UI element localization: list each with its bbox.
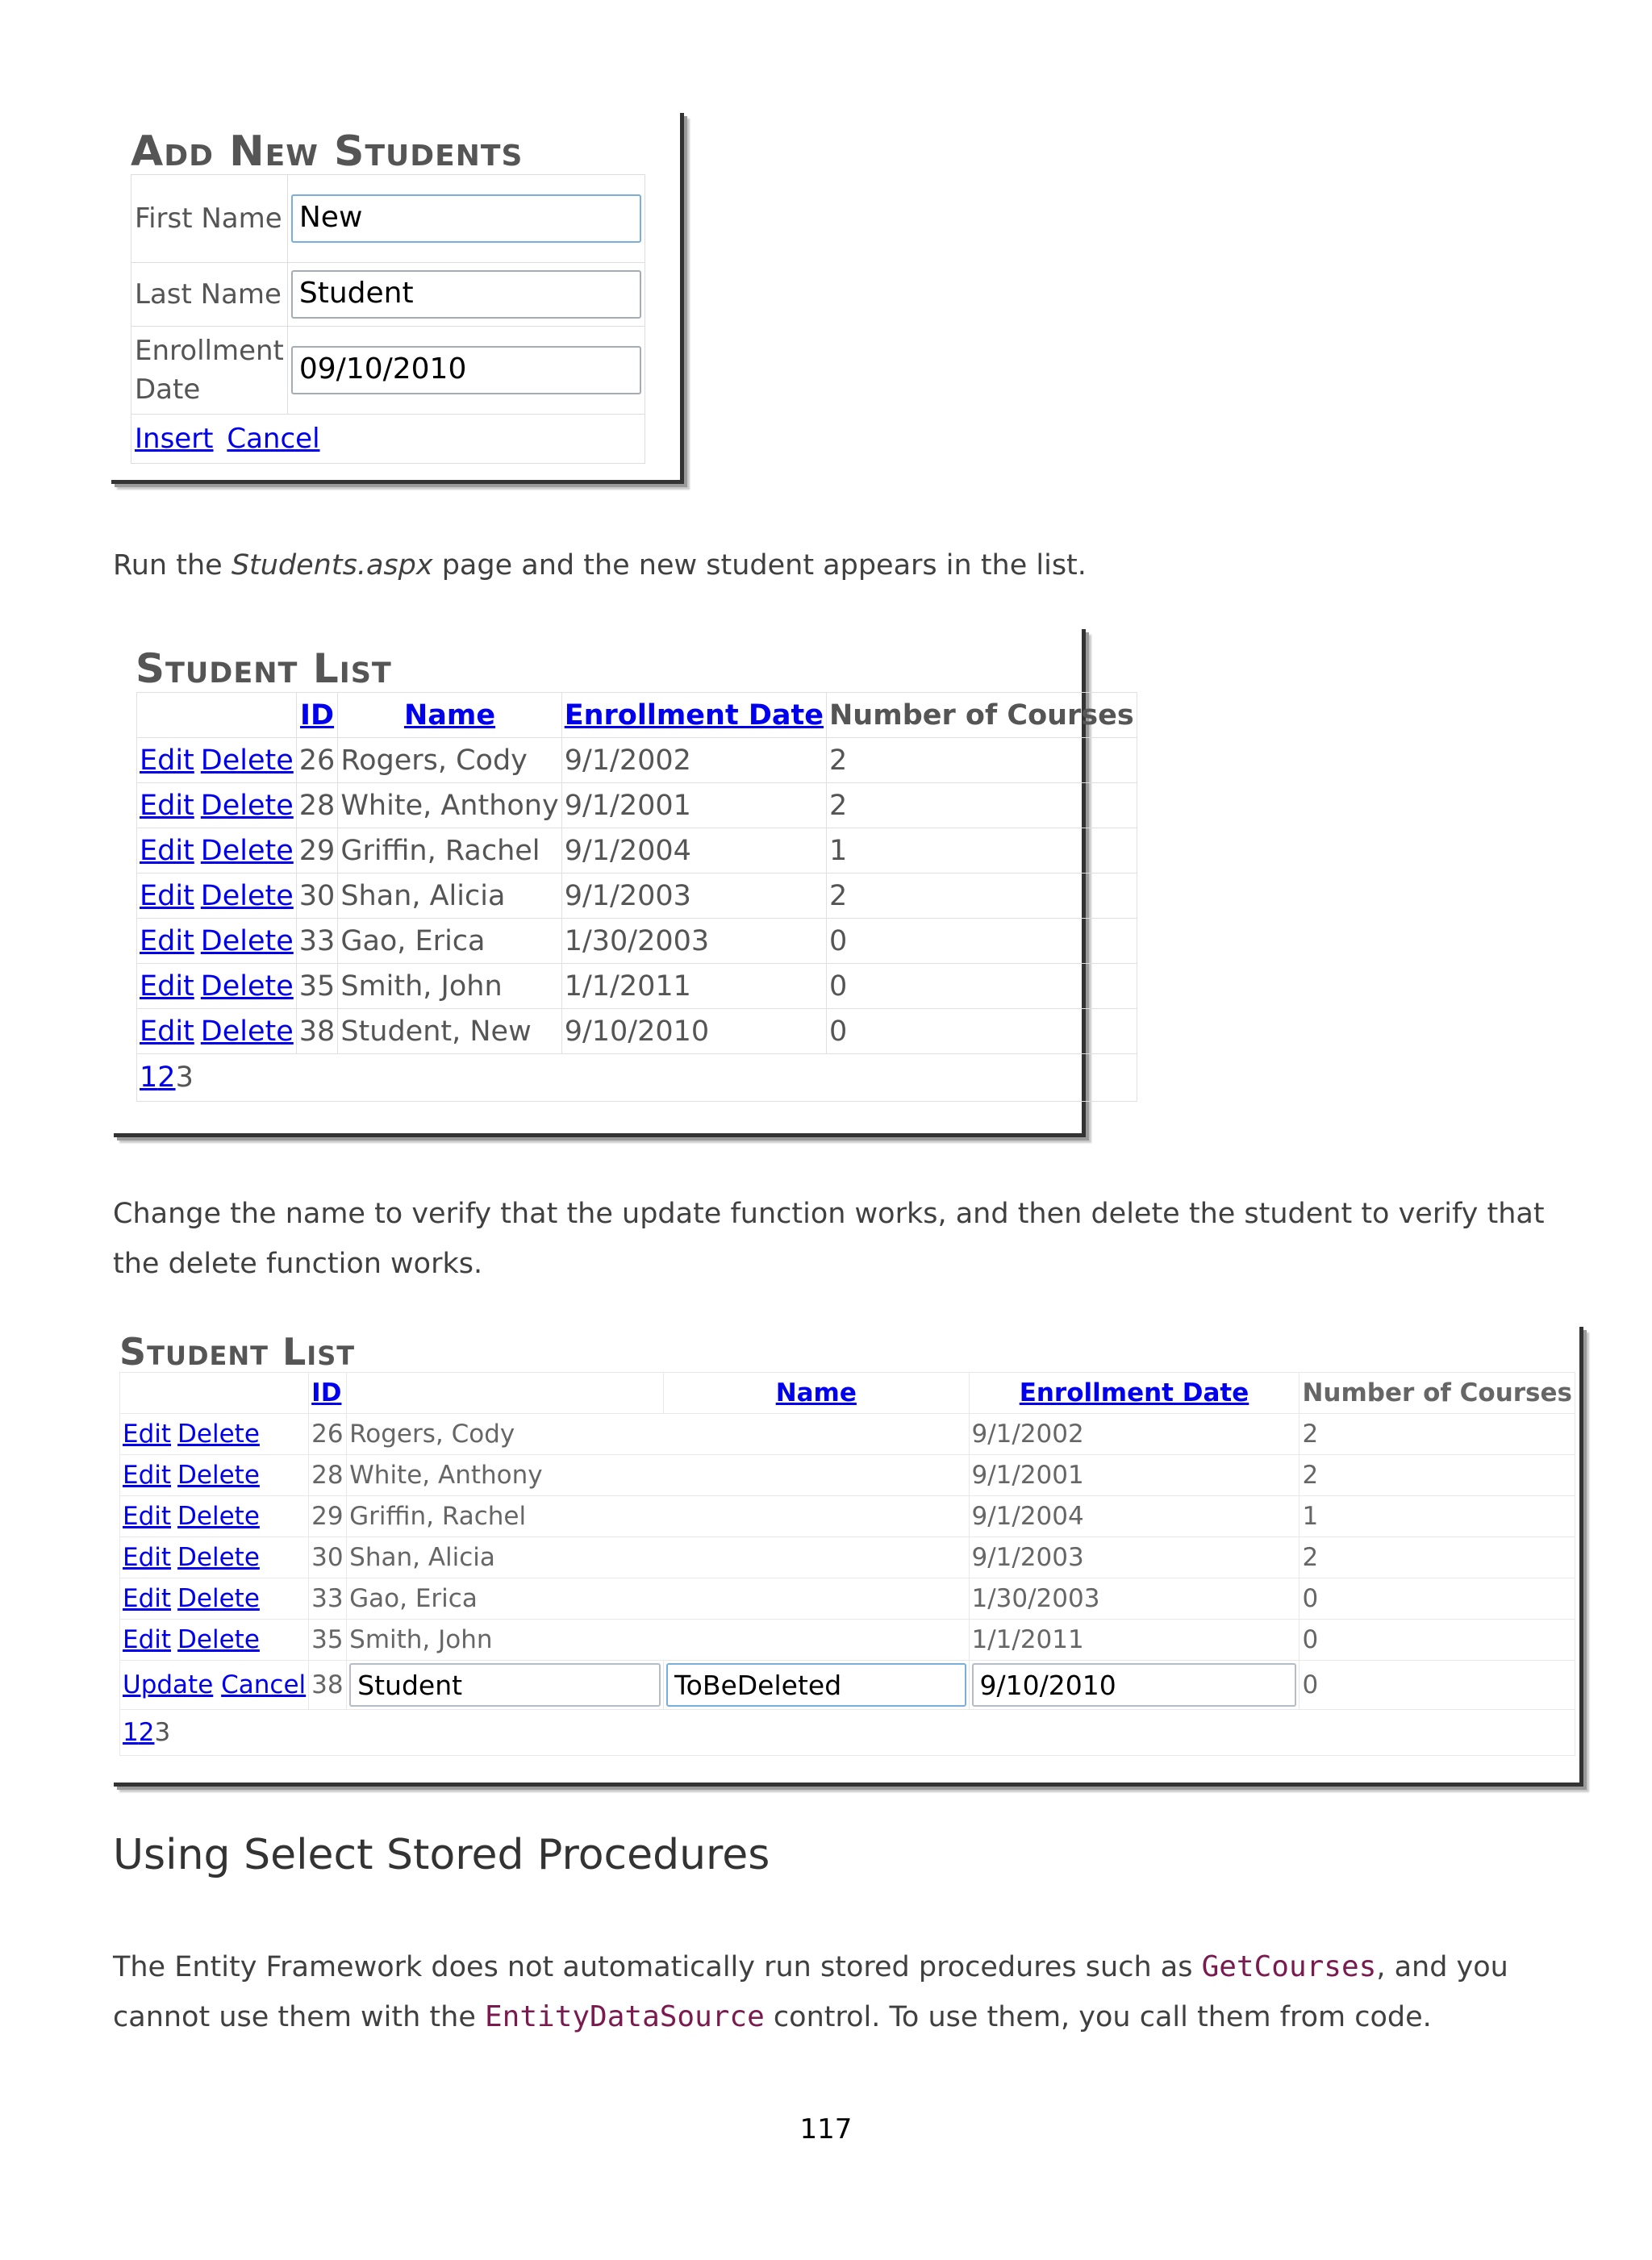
row-enrollment-date: 9/1/2004	[561, 828, 826, 874]
delete-link[interactable]: Delete	[200, 879, 294, 912]
enrollment-date-column-header[interactable]: Enrollment Date	[564, 698, 824, 732]
row-courses: 2	[827, 738, 1137, 783]
pager-link-2[interactable]: 2	[138, 1718, 155, 1747]
delete-link[interactable]: Delete	[200, 744, 294, 777]
edit-link[interactable]: Edit	[140, 969, 194, 1003]
delete-link[interactable]: Delete	[177, 1543, 260, 1572]
row-actions	[137, 919, 297, 964]
row-name: Griffin, Rachel	[347, 1496, 969, 1537]
pager-current-page: 3	[154, 1718, 171, 1747]
paragraph-update-delete: Change the name to verify that the update function works, and then delete the student to verify that the delete function works.	[113, 1198, 1545, 1280]
page-name: Students.aspx	[231, 549, 433, 582]
delete-link[interactable]: Delete	[177, 1625, 260, 1654]
pager-link-2[interactable]: 2	[157, 1061, 176, 1094]
edit-link[interactable]: Edit	[140, 1015, 194, 1048]
first-name-row	[131, 175, 645, 263]
edit-row	[120, 1661, 1575, 1710]
first-name-input[interactable]: New	[291, 194, 641, 243]
last-name-label: Last Name	[131, 263, 288, 327]
row-id: 33	[296, 919, 338, 964]
paragraph-run-page: Run the Students.aspx page and the new student appears in the list.	[113, 549, 1087, 582]
table-row	[137, 964, 1137, 1009]
row-courses: 0	[827, 919, 1137, 964]
row-name: Smith, John	[347, 1620, 969, 1661]
insert-link[interactable]: Insert	[135, 423, 214, 455]
row-enrollment-date: 9/1/2003	[561, 874, 826, 919]
row-name: White, Anthony	[347, 1455, 969, 1496]
update-link[interactable]: Update	[123, 1670, 214, 1699]
student-list-edit-screenshot	[114, 1327, 1583, 1787]
pager-link-1[interactable]: 1	[140, 1061, 158, 1094]
table-row	[120, 1620, 1575, 1661]
edit-link[interactable]: Edit	[123, 1584, 172, 1613]
row-id: 35	[309, 1620, 347, 1661]
row-courses: 2	[1299, 1537, 1575, 1578]
enrollment-date-input[interactable]: 09/10/2010	[291, 346, 641, 394]
row-enrollment-date: 9/1/2004	[969, 1496, 1299, 1537]
edit-link[interactable]: Edit	[123, 1461, 172, 1490]
row-id: 35	[296, 964, 338, 1009]
edit-link[interactable]: Edit	[123, 1502, 172, 1531]
row-enrollment-date: 1/1/2011	[969, 1620, 1299, 1661]
grid-header-row	[120, 1373, 1575, 1414]
section-heading: Using Select Stored Procedures	[113, 1831, 770, 1879]
row-enrollment-date: 9/1/2002	[969, 1414, 1299, 1455]
row-enrollment-date: 1/1/2011	[561, 964, 826, 1009]
table-row	[137, 828, 1137, 874]
edit-link[interactable]: Edit	[123, 1420, 172, 1449]
row-name: Shan, Alicia	[347, 1537, 969, 1578]
row-actions	[137, 874, 297, 919]
page-number: 117	[799, 2113, 853, 2145]
row-courses: 2	[1299, 1455, 1575, 1496]
last-name-input[interactable]: Student	[291, 270, 641, 319]
row-courses: 0	[1299, 1578, 1575, 1620]
row-courses: 2	[827, 783, 1137, 828]
code-getcourses: GetCourses	[1201, 1950, 1377, 1983]
grid-pager-row	[120, 1710, 1575, 1756]
row-enrollment-date: 9/1/2002	[561, 738, 826, 783]
row-actions	[137, 1009, 297, 1054]
row-enrollment-date: 1/30/2003	[969, 1578, 1299, 1620]
row-actions	[120, 1455, 309, 1496]
row-actions	[137, 964, 297, 1009]
name-column-header[interactable]: Name	[403, 698, 496, 732]
add-student-form	[131, 174, 645, 464]
row-actions	[120, 1496, 309, 1537]
row-actions	[120, 1620, 309, 1661]
row-courses: 0	[827, 964, 1137, 1009]
student-grid-editing	[119, 1372, 1575, 1756]
delete-link[interactable]: Delete	[200, 924, 294, 957]
id-column-header[interactable]: ID	[311, 1378, 342, 1407]
code-entitydatasource: EntityDataSource	[485, 2000, 765, 2033]
edit-link[interactable]: Edit	[140, 879, 194, 912]
row-id: 33	[309, 1578, 347, 1620]
row-name: Rogers, Cody	[338, 738, 561, 783]
student-list-title: Student List	[136, 645, 392, 692]
row-id: 29	[296, 828, 338, 874]
row-enrollment-date: 9/1/2001	[969, 1455, 1299, 1496]
row-id: 26	[296, 738, 338, 783]
table-row	[137, 783, 1137, 828]
id-column-header[interactable]: ID	[300, 698, 335, 732]
edit-link[interactable]: Edit	[140, 789, 194, 822]
row-enrollment-date: 9/1/2003	[969, 1537, 1299, 1578]
edit-row-id: 38	[309, 1661, 347, 1710]
table-row	[120, 1455, 1575, 1496]
grid-pager-row	[137, 1054, 1137, 1102]
delete-link[interactable]: Delete	[200, 969, 294, 1003]
courses-column-header: Number of Courses	[1299, 1373, 1575, 1414]
row-actions	[137, 828, 297, 874]
edit-link[interactable]: Edit	[140, 834, 194, 867]
pager-link-1[interactable]: 1	[123, 1718, 139, 1747]
row-id: 30	[296, 874, 338, 919]
edit-link[interactable]: Edit	[140, 744, 194, 777]
row-name: Gao, Erica	[338, 919, 561, 964]
row-name: Shan, Alicia	[338, 874, 561, 919]
delete-link[interactable]: Delete	[177, 1584, 260, 1613]
row-actions	[120, 1537, 309, 1578]
row-id: 29	[309, 1496, 347, 1537]
row-id: 26	[309, 1414, 347, 1455]
row-name: White, Anthony	[338, 783, 561, 828]
edit-link[interactable]: Edit	[123, 1543, 172, 1572]
table-row	[137, 738, 1137, 783]
delete-link[interactable]: Delete	[200, 1015, 294, 1048]
first-name-edit-input[interactable]: ToBeDeleted	[666, 1663, 966, 1707]
row-courses: 2	[1299, 1414, 1575, 1455]
row-name: Rogers, Cody	[347, 1414, 969, 1455]
table-row	[120, 1414, 1575, 1455]
form-actions-row	[131, 415, 645, 464]
delete-link[interactable]: Delete	[200, 789, 294, 822]
enrollment-date-edit-input[interactable]: 9/10/2010	[972, 1663, 1297, 1707]
cancel-link[interactable]: Cancel	[227, 423, 320, 455]
row-enrollment-date: 9/10/2010	[561, 1009, 826, 1054]
row-actions	[137, 738, 297, 783]
row-actions	[137, 783, 297, 828]
enrollment-date-label: Enrollment Date	[131, 327, 288, 415]
table-row	[137, 919, 1137, 964]
row-courses: 0	[827, 1009, 1137, 1054]
row-actions	[120, 1414, 309, 1455]
row-enrollment-date: 1/30/2003	[561, 919, 826, 964]
pager-current-page: 3	[175, 1061, 194, 1094]
student-list-title: Student List	[119, 1330, 356, 1374]
table-row	[137, 1009, 1137, 1054]
enrollment-date-row	[131, 327, 645, 415]
row-name: Gao, Erica	[347, 1578, 969, 1620]
row-actions	[120, 1578, 309, 1620]
row-courses: 1	[827, 828, 1137, 874]
student-list-screenshot	[114, 629, 1134, 1137]
row-id: 30	[309, 1537, 347, 1578]
courses-column-header: Number of Courses	[827, 693, 1137, 738]
delete-link[interactable]: Delete	[177, 1461, 260, 1490]
student-grid	[136, 692, 1137, 1102]
first-name-label: First Name	[131, 175, 288, 263]
delete-link[interactable]: Delete	[177, 1420, 260, 1449]
row-courses: 0	[1299, 1620, 1575, 1661]
table-row	[120, 1537, 1575, 1578]
row-id: 38	[296, 1009, 338, 1054]
last-name-row	[131, 263, 645, 327]
name-column-header[interactable]: Name	[775, 1378, 857, 1407]
last-name-edit-input[interactable]: Student	[349, 1663, 661, 1707]
row-courses: 1	[1299, 1496, 1575, 1537]
table-row	[137, 874, 1137, 919]
paragraph-stored-procedures: The Entity Framework does not automatically run stored procedures such as GetCourses, and you cannot use them with the EntityDataSource control. To use them, you call them from code.	[113, 1950, 1508, 2033]
row-courses: 2	[827, 874, 1137, 919]
row-id: 28	[309, 1455, 347, 1496]
add-new-students-screenshot	[111, 113, 684, 484]
row-id: 28	[296, 783, 338, 828]
delete-link[interactable]: Delete	[200, 834, 294, 867]
edit-row-courses: 0	[1299, 1661, 1575, 1710]
edit-link[interactable]: Edit	[140, 924, 194, 957]
table-row	[120, 1578, 1575, 1620]
delete-link[interactable]: Delete	[177, 1502, 260, 1531]
enrollment-date-column-header[interactable]: Enrollment Date	[1019, 1378, 1249, 1407]
cancel-link[interactable]: Cancel	[221, 1670, 307, 1699]
edit-link[interactable]: Edit	[123, 1625, 172, 1654]
row-enrollment-date: 9/1/2001	[561, 783, 826, 828]
grid-header-row	[137, 693, 1137, 738]
row-name: Student, New	[338, 1009, 561, 1054]
add-students-title: Add New Students	[131, 127, 524, 176]
row-name: Smith, John	[338, 964, 561, 1009]
table-row	[120, 1496, 1575, 1537]
row-name: Griffin, Rachel	[338, 828, 561, 874]
